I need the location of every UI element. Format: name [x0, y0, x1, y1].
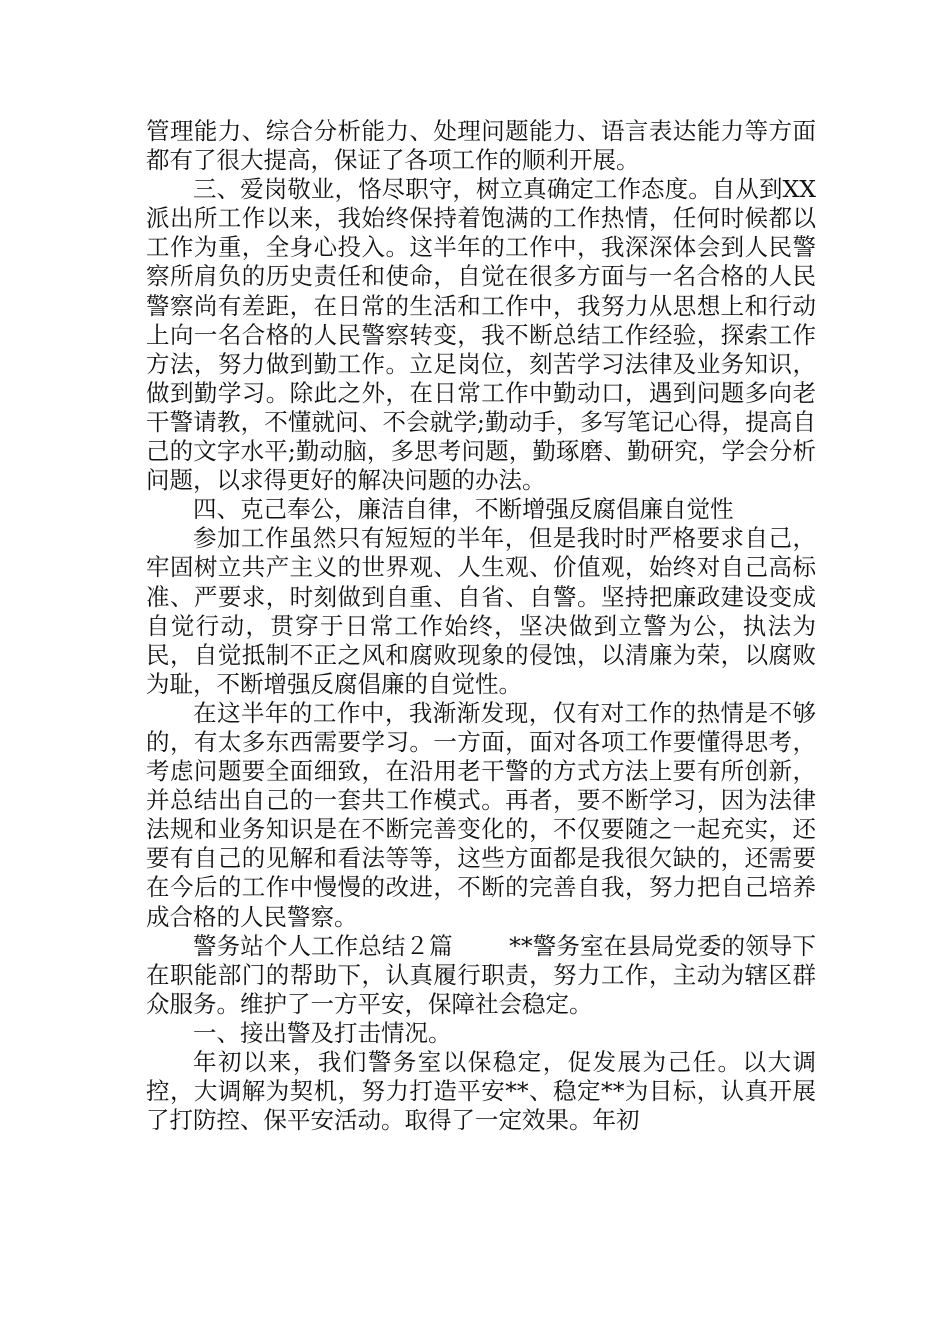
- paragraph-2: 三、爱岗敬业，恪尽职守，树立真确定工作态度。自从到XX派出所工作以来，我始终保持着饱满的工作热情，任何时候都以工作为重，全身心投入。这半年的工作中，我深深体会到人民警察所肩负的历史责任和使命，自觉在很多方面与一名合格的人民警察尚有差距，在日常的生活和工作中，我努力从思想上和行动上向一名合格的人民警察转变，我不断总结工作经验，探索工作方法，努力做到勤工作。立足岗位，刻苦学习法律及业务知识，做到勤学习。除此之外，在日常工作中勤动口，遇到问题多向老干警请教，不懂就问、不会就学;勤动手，多写笔记心得，提高自己的文字水平;勤动脑，多思考问题，勤琢磨、勤研究，学会分析问题，以求得更好的解决问题的办法。: [146, 175, 816, 495]
- section-heading-4: 四、克己奉公，廉洁自律，不断增强反腐倡廉自觉性: [193, 495, 734, 524]
- document-body: [146, 117, 816, 1135]
- paragraph-5: 年初以来，我们警务室以保稳定，促发展为己任。以大调控，大调解为契机，努力打造平安**、稳定**为目标，认真开展了打防控、保平安活动。取得了一定效果。年初: [146, 1048, 816, 1135]
- paragraph-4: 在这半年的工作中，我渐渐发现，仅有对工作的热情是不够的，有太多东西需要学习。一方面，面对各项工作要懂得思考，考虑问题要全面细致，在沿用老干警的方式方法上要有所创新，并总结出自己的一套共工作模式。再者，要不断学习，因为法律法规和业务知识是在不断完善变化的，不仅要随之一起充实，还要有自己的见解和看法等等，这些方面都是我很欠缺的，还需要在今后的工作中慢慢的改进，不断的完善自我，努力把自己培养成合格的人民警察。: [146, 698, 816, 931]
- section-heading-1: 一、接出警及打击情况。: [193, 1018, 452, 1047]
- article-2-intro: [146, 932, 816, 1019]
- paragraph-1: 管理能力、综合分析能力、处理问题能力、语言表达能力等方面都有了很大提高，保证了各项工作的顺利开展。: [146, 117, 816, 175]
- article-2-title: 警务站个人工作总结２篇: [193, 931, 453, 960]
- article-2-lead: **警务室在县局党委的领导下在职能部门的帮助下，认真履行职责，努力工作，主动为辖区群众服务。维护了一方平安，保障社会稳定。: [146, 931, 817, 1018]
- paragraph-3: 参加工作虽然只有短短的半年，但是我时时严格要求自己，牢固树立共产主义的世界观、人生观、价值观，始终对自己高标准、严要求，时刻做到自重、自省、自警。坚持把廉政建设变成自觉行动，贯穿于日常工作始终，坚决做到立警为公，执法为民，自觉抵制不正之风和腐败现象的侵蚀，以清廉为荣，以腐败为耻，不断增强反腐倡廉的自觉性。: [146, 524, 816, 698]
